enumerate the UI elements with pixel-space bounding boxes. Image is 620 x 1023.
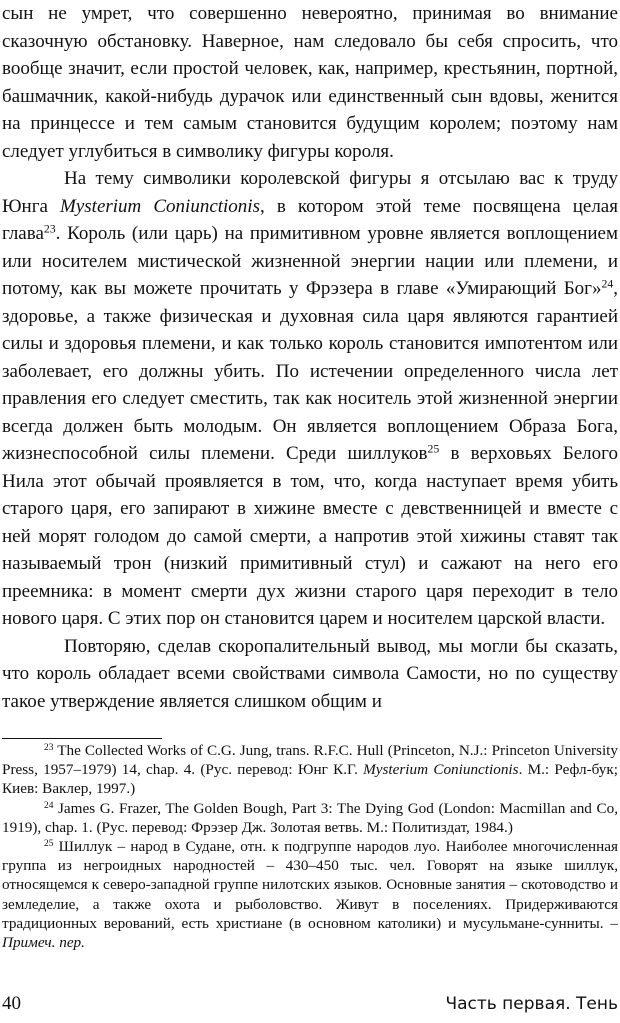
footnote-23 xyxy=(2,741,618,799)
footnote-24-number: 24 xyxy=(44,800,54,811)
paragraph-2-part-c: . Король (или царь) на примитивном уровне является воплощением или носителем мистической жизненной энергии нации или племени, и потому, как вы можете прочитать у Фрэзера в главе «Умирающий Бог» xyxy=(2,223,618,299)
footnote-25 xyxy=(2,837,618,952)
footnote-25-number: 25 xyxy=(44,838,54,849)
work-title-mysterium: Mysterium Coniunctionis xyxy=(60,195,260,217)
paragraph-2-part-e: в верховьях Белого Нила этот обычай проявляется в том, что, когда наступает время убить старого царя, его запирают в хижине вместе с девственницей и вместе с ней морят голодом до самой смерти, а напротив этой хижины ставят так называемый трон (низкий примитивный стул) и сажают на него его преемника: в момент смерти дух жизни старого царя переходит в тело нового царя. С этих пор он становится царем и носителем царской власти. xyxy=(2,443,618,629)
page-footer xyxy=(0,990,620,1018)
footnote-ref-24: 24 xyxy=(601,277,614,291)
footnote-24-text: James G. Frazer, The Golden Bough, Part 3: The Dying God (London: Macmillan and Co, 1919), chap. 1. (Рус. перевод: Фрэзер Дж. Золотая ветвь. М.: Политиздат, 1984.) xyxy=(2,799,618,836)
footnote-23-part-a: The Collected Works of C.G. Jung, trans. R.F.C. Hull (Princeton, N.J.: Princeton University Press, 1957–1979) 14, chap. 4. (Рус. перевод: Юнг К.Г. xyxy=(2,742,618,779)
footnote-24 xyxy=(2,799,618,837)
page-number: 40 xyxy=(2,993,21,1014)
paragraph-1: сын не умрет, что совершенно невероятно, принимая во внимание сказочную обстановку. Наверное, нам следовало бы себя спросить, что вообще значит, если простой человек, как, например, крестьянин, портной, башмачник, какой-нибудь дурачок или единственный сын вдовы, женится на принцессе и тем самым становится будущим королем; поэтому нам следует углубиться в символику фигуры короля. xyxy=(2,3,618,162)
footnote-ref-23: 23 xyxy=(43,222,56,236)
paragraph-2-part-a: На тему символики королевской фигуры я отсылаю вас к труду Юнга xyxy=(2,168,618,217)
footnote-23-number: 23 xyxy=(44,742,54,753)
footnote-divider xyxy=(2,738,162,739)
footnote-23-title: Mysterium Coniunctionis xyxy=(363,761,519,779)
running-head: Часть первая. Тень xyxy=(445,994,618,1014)
footnote-ref-25: 25 xyxy=(427,442,440,456)
main-text xyxy=(2,0,618,715)
paragraph-2-part-d: , здоровье, а также физическая и духовная сила царя являются гарантией силы и здоровья племени, и как только король становится импотентом или заболевает, его должны убить. По истечении определенного числа лет правления его следует сместить, так как носитель этой жизненной энергии всегда должен быть молодым. Он является воплощением Образа Бога, жизнеспособной силы племени. Среди шиллуков xyxy=(2,278,618,464)
paragraph-2-part-b: , в котором этой теме посвящена целая глава xyxy=(2,195,618,244)
paragraph-2 xyxy=(2,165,618,633)
translator-note: Примеч. пер. xyxy=(2,934,85,952)
footnote-25-text: Шиллук – народ в Судане, отн. к подгруппе народов луо. Наиболее многочисленная группа из негроидных народностей – 430–450 тыс. чел. Говорят на языке шиллук, относящемся к северо-западной группе нилотских языков. Основные занятия – скотоводство и земледелие, а также охота и рыболовство. Живут в поселениях. Придерживаются традиционных верований, есть христиане (в основном католики) и мусульмане-сунниты. – xyxy=(2,838,618,932)
paragraph-3: Повторяю, сделав скоропалительный вывод, мы могли бы сказать, что король обладает всеми свойствами символа Самости, но по существу такое утверждение является слишком общим и xyxy=(2,635,618,712)
footnote-23-part-b: . М.: Рефл-бук; Киев: Ваклер, 1997.) xyxy=(2,761,618,798)
footnotes xyxy=(2,741,618,952)
